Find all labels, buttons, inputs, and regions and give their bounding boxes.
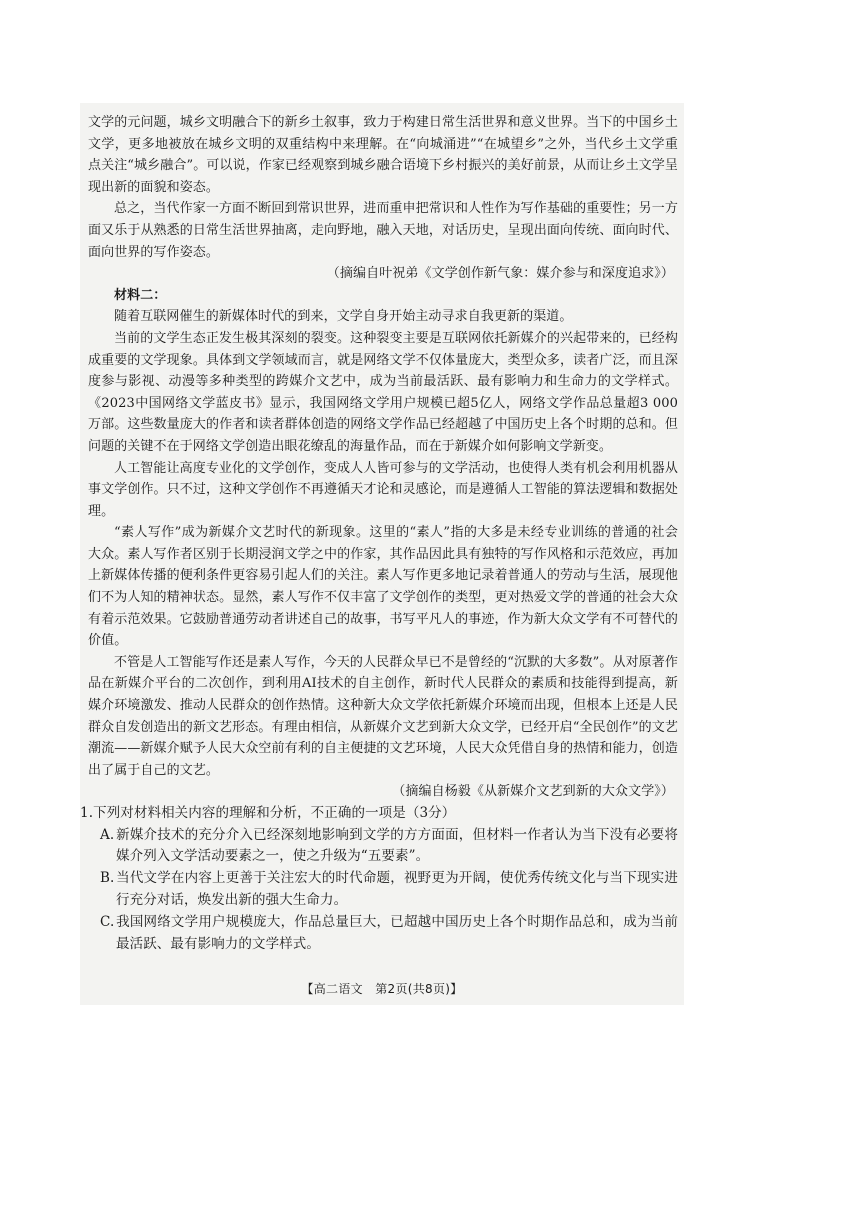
option-text: 当代文学在内容上更善于关注宏大的时代命题，视野更为开阔，使优秀传统文化与当下现实进行充分对话，焕发出新的强大生命力。 <box>116 870 678 908</box>
question-option-b <box>98 868 678 912</box>
material-two-heading: 材料二： <box>114 287 167 303</box>
option-letter: B. <box>100 870 115 887</box>
material-two-paragraph: “素人写作”成为新媒介文艺时代的新现象。这里的“素人”指的大多是未经专业训练的普通的社会大众。素人写作者区别于长期浸润文学之中的作家，其作品因此具有独特的写作风格和示范效应，再加上新媒体传播的便利条件更容易引起人们的关注。素人写作更多地记录着普通人的劳动与生活，展现他们不为人知的精神状态。显然，素人写作不仅丰富了文学创作的类型，更对热爱文学的普通的社会大众有着示范效果。它鼓励普通劳动者讲述自己的故事，书写平凡人的事迹，作为新大众文学有不可替代的价值。 <box>88 525 678 649</box>
option-text: 我国网络文学用户规模庞大，作品总量巨大，已超越中国历史上各个时期作品总和，成为当前最活跃、最有影响力的文学样式。 <box>116 913 678 952</box>
material-two-paragraph: 不管是人工智能写作还是素人写作，今天的人民群众早已不是曾经的“沉默的大多数”。从对原著作品在新媒介平台的二次创作，到利用AI技术的自主创作，新时代人民群众的素质和技能得到提高，新媒介环境激发、推动人民群众的创作热情。这种新大众文学依托新媒介环境而出现，但根本上还是人民群众自发创造出的新文艺形态。有理由相信，从新媒介文艺到新大众文学，已经开启“全民创作”的文艺潮流——新媒介赋予人民大众空前有利的自主便捷的文艺环境，人民大众凭借自身的热情和能力，创造出了属于自己的文艺。 <box>88 654 678 778</box>
material-two-paragraph: 当前的文学生态正发生极其深刻的裂变。这种裂变主要是互联网依托新媒介的兴起带来的，已经构成重要的文学现象。具体到文学领域而言，就是网络文学不仅体量庞大，类型众多，读者广泛，而且深度参与影视、动漫等多种类型的跨媒介文艺中，成为当前最活跃、最有影响力和生命力的文学样式。《2023中国网络文学蓝皮书》显示，我国网络文学用户规模已超5亿人，网络文学作品总量超3 000万部。这些数量庞大的作者和读者群体创造的网络文学作品已经超越了中国历史上各个时期的总和。但问题的关键不在于网络文学创造出眼花缭乱的海量作品，而在于新媒介如何影响文学新变。 <box>88 330 678 454</box>
question-option-c <box>98 912 678 956</box>
option-letter: C. <box>100 913 115 930</box>
question-option-a <box>98 825 678 869</box>
material-one-source: （摘编自叶祝弟《文学创作新气象：媒介参与和深度追求》） <box>326 266 674 282</box>
option-text: 新媒介技术的充分介入已经深刻地影响到文学的方方面面，但材料一作者认为当下没有必要将媒介列入文学活动要素之一，使之升级为“五要素”。 <box>116 826 678 865</box>
material-two-paragraph: 人工智能让高度专业化的文学创作，变成人人皆可参与的文学活动，也使得人类有机会利用机器从事文学创作。只不过，这种文学创作不再遵循天才论和灵感论，而是遵循人工智能的算法逻辑和数据处理。 <box>88 460 678 519</box>
material-two-source: （摘编自杨毅《从新媒介文艺到新的大众文学》） <box>392 784 674 800</box>
page-content <box>80 112 678 955</box>
material-one-paragraph: 总之，当代作家一方面不断回到常识世界，进而重申把常识和人性作为写作基础的重要性；另一方面又乐于从熟悉的日常生活世界抽离，走向野地，融入天地，对话历史，呈现出面向传统、面向时代、面向世界的写作姿态。 <box>88 201 678 260</box>
material-one-paragraph: 文学的元问题，城乡文明融合下的新乡土叙事，致力于构建日常生活世界和意义世界。当下的中国乡土文学，更多地被放在城乡文明的双重结构中来理解。在“向城涌进”“在城望乡”之外，当代乡土文学重点关注“城乡融合”。可以说，作家已经观察到城乡融合语境下乡村振兴的美好前景，从而让乡土文学呈现出新的面貌和姿态。 <box>88 115 678 195</box>
material-two-paragraph: 随着互联网催生的新媒体时代的到来，文学自身开始主动寻求自我更新的渠道。 <box>114 309 573 325</box>
option-letter: A. <box>100 826 115 843</box>
question-stem: 1.下列对材料相关内容的理解和分析，不正确的一项是（3分） <box>80 805 456 821</box>
page-footer: 【高二语文 第2页(共8页)】 <box>301 982 463 996</box>
